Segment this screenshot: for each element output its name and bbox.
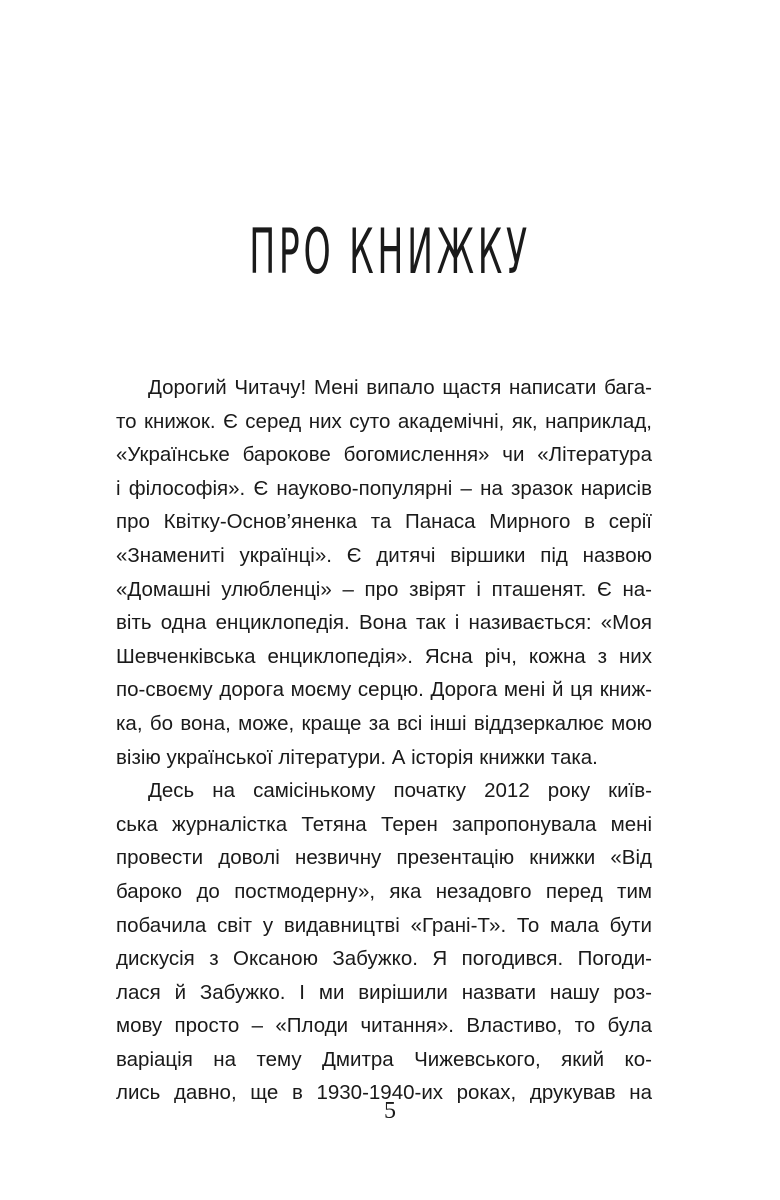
- text-line: «Знамениті українці». Є дитячі віршики під назвою: [116, 543, 652, 567]
- text-line: то книжок. Є серед них суто академічні, як, наприклад,: [116, 409, 652, 433]
- text-line: ська журналістка Тетяна Терен запропонувала мені: [116, 812, 652, 836]
- text-line: лись давно, ще в 1930-1940-их роках, друкував на: [116, 1081, 652, 1105]
- text-line: Дорогий Читачу! Мені випало щастя написати бага-: [148, 376, 652, 399]
- text-line: і філософія». Є науково-популярні – на зразок нарисів: [116, 476, 652, 500]
- text-line: Шевченківська енциклопедія». Ясна річ, кожна з них: [116, 644, 652, 668]
- text-line: про Квітку-Основ’яненка та Панаса Мирного в серії: [116, 510, 652, 534]
- text-line: дискусія з Оксаною Забужко. Я погодився. Погоди-: [116, 947, 652, 971]
- body-text: [116, 371, 652, 1110]
- text-line: мову просто – «Плоди читання». Властиво, то була: [116, 1014, 652, 1038]
- text-line: Десь на самісінькому початку 2012 року київ-: [148, 779, 652, 803]
- text-line: віть одна енциклопедія. Вона так і називається: «Моя: [116, 611, 652, 635]
- page-number: 5: [384, 1098, 396, 1124]
- text-line: побачила світ у видавництві «Грані-Т». То мала бути: [116, 913, 652, 937]
- text-line: бароко до постмодерну», яка незадовго перед тим: [116, 879, 652, 903]
- text-line: по-своєму дорога моєму серцю. Дорога мені й ця книж-: [116, 678, 652, 702]
- text-line: ка, бо вона, може, краще за всі інші віддзеркалює мою: [116, 711, 652, 735]
- text-line: лася й Забужко. І ми вирішили назвати нашу роз-: [116, 980, 652, 1004]
- text-line: «Домашні улюбленці» – про звірят і пташенят. Є на-: [116, 577, 652, 601]
- text-line: візію української літератури. А історія книжки така.: [116, 745, 598, 769]
- text-line: варіація на тему Дмитра Чижевського, який ко-: [116, 1047, 652, 1071]
- chapter-title: ПРО КНИЖКУ: [249, 215, 531, 288]
- text-line: «Українське барокове богомислення» чи «Література: [116, 443, 652, 467]
- text-line: провести доволі незвичну презентацію книжки «Від: [116, 846, 652, 870]
